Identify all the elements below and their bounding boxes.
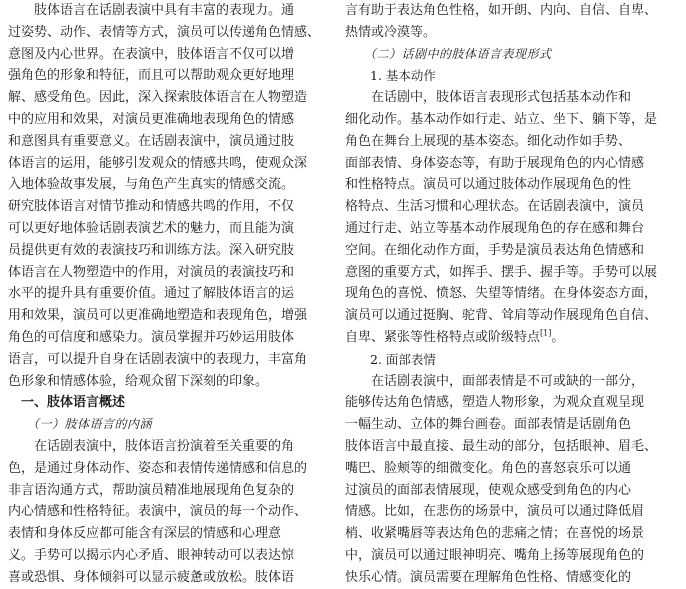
text-line [345,22,659,44]
line-text: 角色的可信度和感染力。演员掌握并巧妙运用肢体 [8,329,295,345]
text-line [8,458,324,480]
line-text: 空间。在细化动作方面，手势是演员表达角色情感和 [345,242,645,258]
text-line [8,327,324,349]
text-line [345,262,659,284]
line-text: 情感。比如，在悲伤的场景中，演员可以通过降低眉 [345,504,645,520]
line-text: 自卑、紧张等性格特点或阶级特点 [345,329,541,345]
text-line [8,87,324,109]
line-text: 和意图具有重要意义。在话剧表演中，演员通过肢 [8,133,295,149]
line-text: 2. 面部表情 [345,351,436,367]
text-line [345,109,659,131]
line-text: 快乐心情。演员需要在理解角色性格、情感变化的 [345,569,632,585]
text-line [8,545,324,567]
text-line [8,501,324,523]
line-text: 体语言的运用，能够引发观众的情感共鸣，使观众深 [8,155,308,171]
line-text: （二）话剧中的肢体语言表现形式 [345,46,552,61]
text-line [8,153,324,175]
line-text: 色形象和情感体验，给观众留下深刻的印象。 [8,373,269,389]
line-text: 研究肢体语言对情节推动和情感共鸣的作用，不仅 [8,199,295,215]
text-line [345,218,659,240]
line-text: 内心情感和性格特征。表演中，演员的每一个动作、 [8,504,308,520]
line-text: 色，是通过身体动作、姿态和表情传递情感和信息的 [8,460,308,476]
line-text: 意图及内心世界。在表演中，肢体语言不仅可以增 [8,46,295,62]
text-line [345,0,659,22]
text-line [8,218,324,240]
sub-subsection-heading [345,349,659,371]
text-line [345,327,659,349]
line-text: 在话剧表演中，肢体语言扮演着至关重要的角 [8,438,295,454]
line-text: 和性格特点。演员可以通过肢体动作展现角色的性 [345,177,632,193]
line-text: 嘴巴、脸颊等的细微变化。角色的喜怒哀乐可以通 [345,460,632,476]
line-text: 水平的提升具有重要价值。通过了解肢体语言的运 [8,286,295,302]
text-line [345,283,659,305]
text-line [8,349,324,371]
line-text: （一）肢体语言的内涵 [8,417,153,432]
line-text: 现角色的喜悦、愤怒、失望等情绪。在身体姿态方面， [345,286,658,302]
line-text: 言有助于表达角色性格，如开朗、内向、自信、自卑、 [345,3,658,18]
sub-subsection-heading [345,65,659,87]
line-text: 解、感受角色。因此，深入探索肢体语言在人物塑造 [8,90,308,106]
line-text: 肢体语言中最直接、最生动的部分，包括眼神、眉毛、 [345,438,658,454]
text-line [8,131,324,153]
line-text: 肢体语言在话剧表演中具有丰富的表现力。通 [8,3,295,18]
line-text: 过演员的面部表情展现，使观众感受到角色的内心 [345,482,632,498]
line-text: 义。手势可以揭示内心矛盾、眼神转动可以表达惊 [8,547,295,563]
text-line [8,65,324,87]
text-line [345,87,659,109]
line-text: 格特点、生活习惯和心理状态。在话剧表演中，演员 [345,199,645,215]
line-text: 能够传达角色情感，塑造人物形象，为观众直观呈现 [345,395,645,411]
text-line [345,174,659,196]
line-text: 细化动作。基本动作如行走、站立、坐下、躺下等，是 [345,111,658,127]
text-line [345,436,659,458]
line-text: 表情和身体反应都可能含有深层的情感和心理意 [8,526,282,542]
text-line [345,414,659,436]
line-text: 一幅生动、立体的舞台画卷。面部表情是话剧角色 [345,417,632,433]
text-line [8,371,324,393]
line-text: 非言语沟通方式，帮助演员精准地展现角色复杂的 [8,482,295,498]
line-text: 梢、收紧嘴唇等表达角色的悲痛之情；在喜悦的场景 [345,526,645,542]
line-text: 喜或恐惧、身体倾斜可以显示疲惫或放松。肢体语 [8,569,295,585]
text-line [8,22,324,44]
subsection-heading [345,44,659,66]
line-text: 面部表情、身体姿态等，有助于展现角色的内心情感 [345,155,645,171]
text-line [8,109,324,131]
right-column [345,0,659,589]
text-line [8,196,324,218]
line-text: 在话剧表演中，面部表情是不可或缺的一部分， [345,373,645,389]
line-text: 中，演员可以通过眼神明亮、嘴角上扬等展现角色的 [345,547,645,563]
line-text: 演员可以通过挺胸、驼背、耸肩等动作展现角色自信、 [345,308,658,324]
line-text: 意图的重要方式，如挥手、摆手、握手等。手势可以展 [345,264,658,280]
text-line [345,567,659,589]
text-line [8,262,324,284]
line-text: 角色在舞台上展现的基本姿态。细化动作如手势、 [345,133,632,149]
line-text: 通过行走、站立等基本动作展现角色的存在感和舞台 [345,220,645,236]
line-text: 热情或冷漠等。 [345,24,437,40]
text-line [345,501,659,523]
line-text: 在话剧中，肢体语言表现形式包括基本动作和 [345,90,632,106]
line-text: 强角色的形象和特征，而且可以帮助观众更好地理 [8,68,295,84]
left-column [8,0,324,589]
text-line [345,392,659,414]
text-line [345,240,659,262]
line-text: 语言，可以提升自身在话剧表演中的表现力，丰富角 [8,351,308,367]
line-tail: 。 [551,329,565,345]
line-text: 过姿势、动作、表情等方式，演员可以传递角色情感、 [8,24,321,40]
line-text: 1. 基本动作 [345,68,436,84]
text-line [345,153,659,175]
line-text: 中的应用和效果，对演员更准确地表现角色的情感 [8,111,295,127]
line-text: 员提供更有效的表演技巧和训练方法。深入研究肢 [8,242,295,258]
text-line [8,305,324,327]
text-line [345,458,659,480]
text-line [8,240,324,262]
text-line [8,567,324,589]
line-text: 一、肢体语言概述 [8,395,126,411]
line-text: 体语言在人物塑造中的作用，对演员的表演技巧和 [8,264,295,280]
line-text: 入地体验故事发展，与角色产生真实的情感交流。 [8,177,295,193]
text-line [8,283,324,305]
text-line [8,480,324,502]
text-line [8,44,324,66]
text-line [345,371,659,393]
text-line [345,131,659,153]
text-line [345,305,659,327]
text-line [8,0,324,22]
text-line [345,523,659,545]
text-line [8,174,324,196]
line-text: 可以更好地体验话剧表演艺术的魅力，而且能为演 [8,220,295,236]
line-text: 用和效果，演员可以更准确地塑造和表现角色，增强 [8,308,308,324]
text-line [8,523,324,545]
text-line [345,196,659,218]
section-heading [8,392,324,414]
text-line [345,545,659,567]
citation-marker[interactable]: [1] [540,328,552,338]
text-line [345,480,659,502]
subsection-heading [8,414,324,436]
text-line [8,436,324,458]
